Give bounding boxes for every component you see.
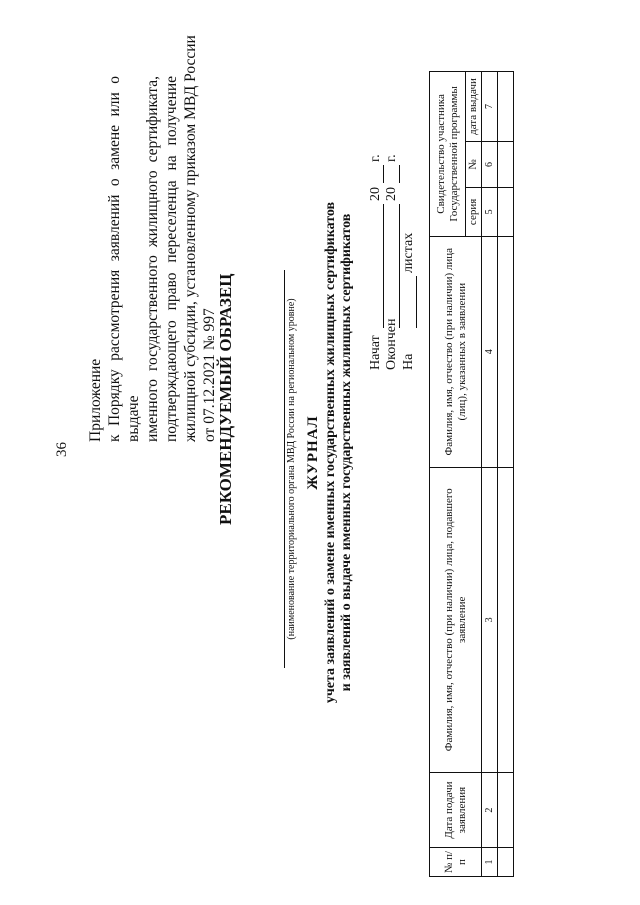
year-suffix: г. (368, 154, 383, 162)
column-number-row (482, 72, 498, 877)
table-cell (498, 467, 514, 773)
header-cert-number: № (466, 141, 482, 187)
column-number: 1 (482, 848, 498, 877)
header-applicant: Фамилия, имя, отчество (при наличии) лица, подавшего заявление (430, 467, 482, 773)
table-cell (498, 187, 514, 236)
sheets-label: листах (401, 232, 416, 273)
journal-title: ЖУРНАЛ (305, 415, 321, 490)
journal-subtitle: учета заявлений о замене именных государственных жилищных сертификатов (323, 201, 338, 704)
header-issue-date: дата выдачи (466, 72, 482, 142)
table-cell (498, 236, 514, 467)
table-cell (498, 141, 514, 187)
started-blank (369, 205, 384, 329)
org-name-line (284, 270, 285, 668)
column-number: 6 (482, 141, 498, 187)
journal-subtitle: и заявлений о выдаче именных государственных жилищных сертификатов (339, 213, 354, 692)
appendix-block (86, 35, 219, 442)
column-number: 3 (482, 467, 498, 773)
appendix-line: жилищной субсидии, установленному приказом МВД России (182, 35, 199, 442)
journal-table (429, 71, 514, 877)
appendix-line: к Порядку рассмотрения заявлений о замене или о выдаче (106, 76, 142, 442)
ended-label: Окончен (384, 318, 399, 370)
table-row (498, 72, 514, 877)
column-number: 7 (482, 72, 498, 142)
recommended-sample-label: РЕКОМЕНДУЕМЫЙ ОБРАЗЕЦ (216, 273, 235, 525)
sheets-blank (402, 277, 417, 329)
year-suffix: г. (384, 154, 399, 162)
org-name-caption: (наименование территориального органа МВД России на региональном уровне) (286, 298, 297, 640)
on-label: На (401, 353, 416, 370)
header-persons: Фамилия, имя, отчество (при наличии) лица (лиц), указанных в заявлении (430, 236, 482, 467)
header-certificate: Свидетельство участника Государственной программы (430, 72, 466, 237)
table-cell (498, 72, 514, 142)
column-number: 5 (482, 187, 498, 236)
started-row (368, 154, 384, 370)
ended-row (384, 154, 400, 370)
ended-year-blank (385, 166, 400, 184)
header-date: Дата подачи заявления (430, 773, 482, 848)
appendix-line: именного государственного жилищного сертификата, (144, 76, 161, 442)
ended-blank (385, 205, 400, 329)
started-year: 20 (368, 187, 383, 201)
column-number: 4 (482, 236, 498, 467)
ended-year: 20 (384, 187, 399, 201)
started-label: Начат (368, 335, 383, 370)
header-series: серия (466, 187, 482, 236)
appendix-line: подтверждающего право переселенца на получение (163, 76, 180, 442)
column-number: 2 (482, 773, 498, 848)
header-number: № п/п (430, 848, 482, 877)
started-year-blank (369, 166, 384, 184)
appendix-line: Приложение (87, 358, 104, 442)
table-header-row (430, 72, 466, 877)
sheets-row (401, 233, 417, 370)
table-cell (498, 773, 514, 848)
appendix-line: от 07.12.2021 № 997 (201, 308, 218, 442)
table-cell (498, 848, 514, 877)
page-number: 36 (54, 442, 70, 457)
